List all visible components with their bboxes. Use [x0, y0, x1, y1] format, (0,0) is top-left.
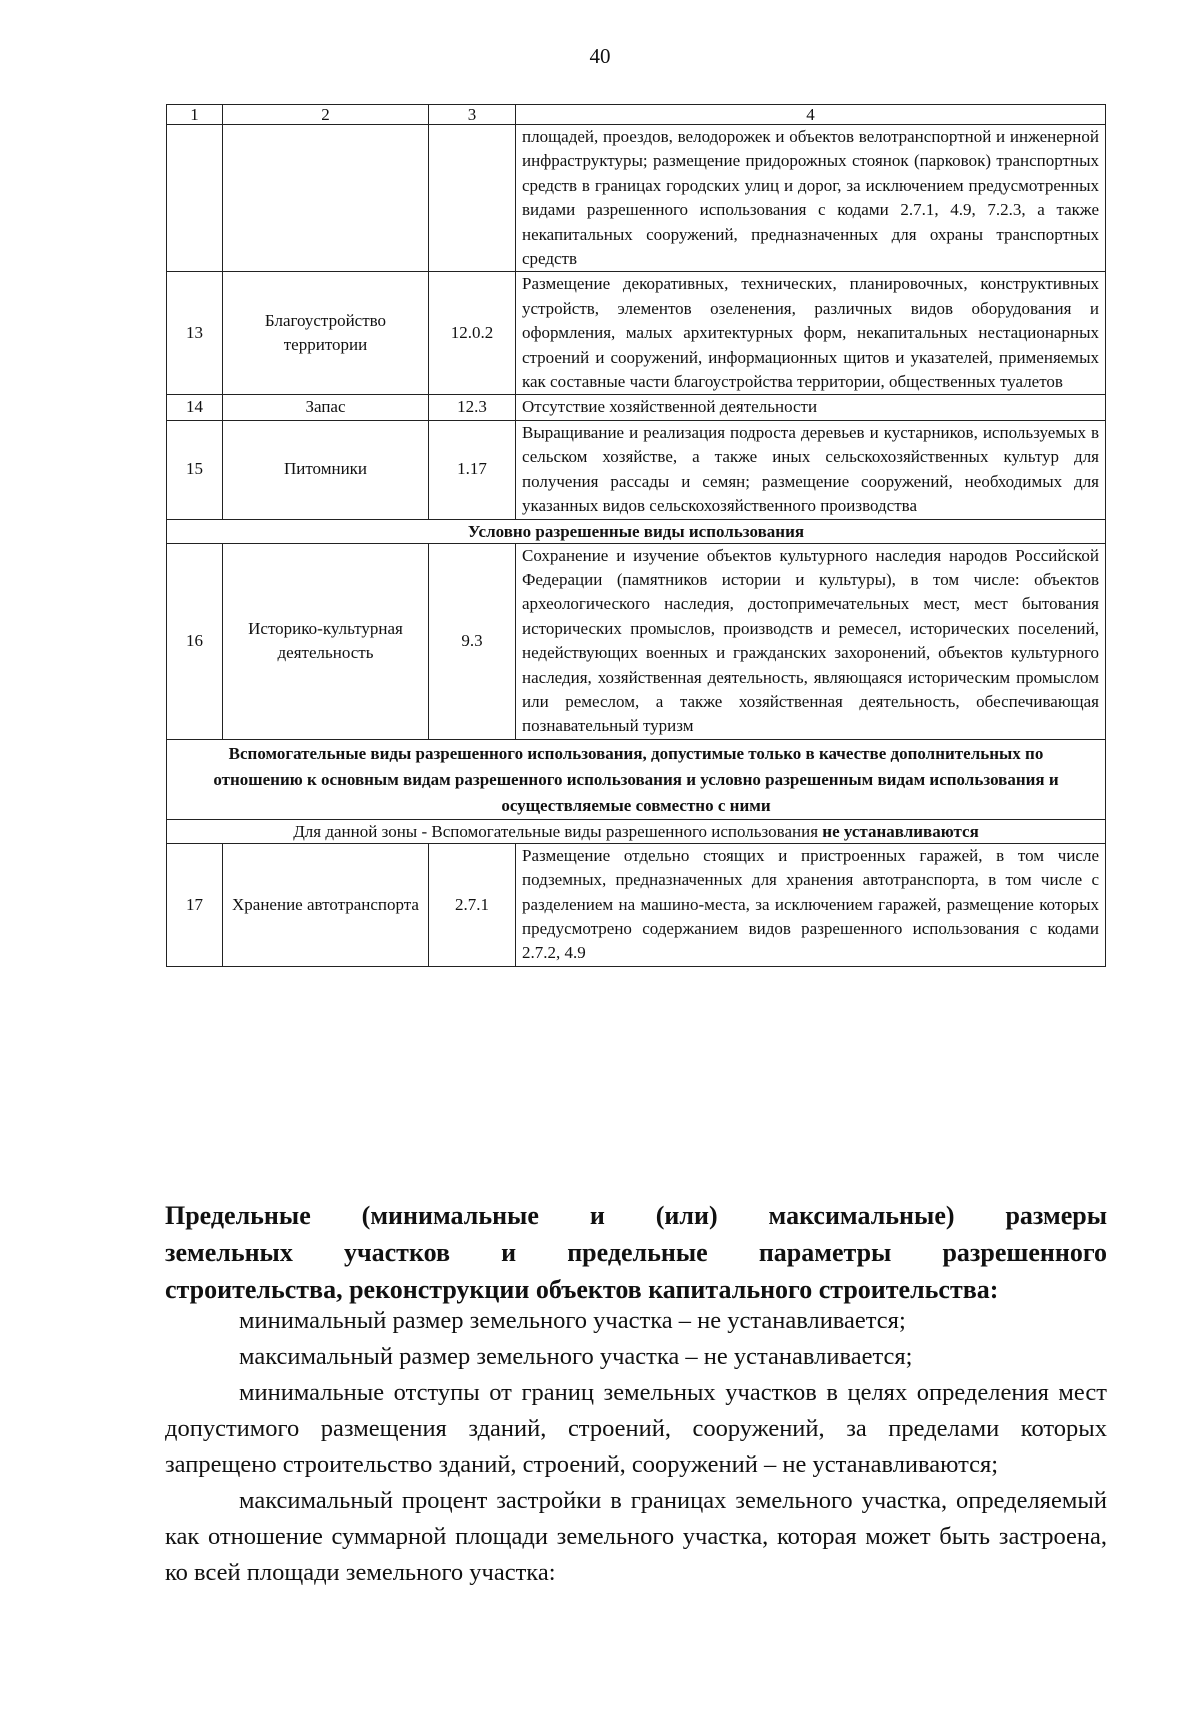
row-number: 16: [167, 543, 223, 739]
use-code: 9.3: [429, 543, 516, 739]
use-description: Сохранение и изучение объектов культурного наследия народов Российской Федерации (памятников истории и культуры), в том числе: объектов археологического наследия, достопримечательных мест, мест бытования исторических промыслов, производств и ремесел, исторических поселений, недействующих военных и гражданских захоронений, объектов культурного наследия, хозяйственная деятельность, являющаяся историческим промыслом или ремеслом, а также хозяйственная деятельность, обеспечивающая познавательный туризм: [516, 543, 1106, 739]
row-number: 17: [167, 843, 223, 966]
table-header-row: [167, 105, 1106, 125]
table-row: [167, 395, 1106, 420]
use-name: Благоустройство территории: [223, 272, 429, 395]
paragraph: минимальные отступы от границ земельных участков в целях определения мест допустимого размещения зданий, строений, сооружений, за пределами которых запрещено строительство зданий, строений, сооружений – не устанавливаются;: [165, 1379, 1107, 1478]
heading-line: Предельные (минимальные и (или) максимальные) размеры: [165, 1201, 1107, 1230]
use-code: 12.3: [429, 395, 516, 420]
section-title-conditional: Условно разрешенные виды использования: [167, 519, 1106, 543]
use-description: площадей, проездов, велодорожек и объектов велотранспортной и инженерной инфраструктуры; размещение придорожных стоянок (парковок) транспортных средств в границах городских улиц и дорог, за исключением предусмотренных видами разрешенного использования с кодами 2.7.1, 4.9, 7.2.3, а также некапитальных сооружений, предназначенных для охраны транспортных средств: [516, 125, 1106, 272]
section-row-conditional: [167, 519, 1106, 543]
zone-note-row: [167, 819, 1106, 843]
section-heading: [165, 1197, 1107, 1308]
use-code: 2.7.1: [429, 843, 516, 966]
land-use-table: [166, 104, 1106, 967]
use-description: Размещение отдельно стоящих и пристроенных гаражей, в том числе подземных, предназначенных для хранения автотранспорта, в том числе с разделением на машино-места, за исключением гаражей, размещение которых предусмотрено содержанием видов разрешенного использования с кодами 2.7.2, 4.9: [516, 843, 1106, 966]
zone-note: [167, 819, 1106, 843]
body-text: [165, 1303, 1107, 1591]
row-number: 14: [167, 395, 223, 420]
use-description: Размещение декоративных, технических, планировочных, конструктивных устройств, элементов озеленения, различных видов оборудования и оформления, малых архитектурных форм, некапитальных нестационарных строений и сооружений, информационных щитов и указателей, применяемых как составные части благоустройства территории, общественных туалетов: [516, 272, 1106, 395]
heading-line: строительства, реконструкции объектов капитального строительства:: [165, 1275, 999, 1304]
use-name: Историко-культурная деятельность: [223, 543, 429, 739]
row-number: 15: [167, 420, 223, 519]
use-description: Выращивание и реализация подроста деревьев и кустарников, используемых в сельском хозяйстве, а также иных сельскохозяйственных культур для получения рассады и семян; размещение сооружений, необходимых для указанных видов сельскохозяйственного производства: [516, 420, 1106, 519]
zone-note-bold: не устанавливаются: [822, 821, 979, 841]
table-row: [167, 125, 1106, 272]
table-row: [167, 272, 1106, 395]
use-name: Питомники: [223, 420, 429, 519]
heading-line: земельных участков и предельные параметры разрешенного: [165, 1238, 1107, 1267]
row-number: [167, 125, 223, 272]
use-code: 12.0.2: [429, 272, 516, 395]
use-name: [223, 125, 429, 272]
row-number: 13: [167, 272, 223, 395]
header-col-4: 4: [516, 105, 1106, 125]
header-col-3: 3: [429, 105, 516, 125]
use-name: Хранение автотранспорта: [223, 843, 429, 966]
header-col-2: 2: [223, 105, 429, 125]
table-row: [167, 543, 1106, 739]
use-code: [429, 125, 516, 272]
header-col-1: 1: [167, 105, 223, 125]
use-name: Запас: [223, 395, 429, 420]
table-row: [167, 420, 1106, 519]
zone-note-text: Для данной зоны - Вспомогательные виды разрешенного использования: [293, 821, 823, 841]
section-row-auxiliary: [167, 739, 1106, 819]
use-code: 1.17: [429, 420, 516, 519]
page-number: 40: [589, 44, 611, 68]
table-row: [167, 843, 1106, 966]
paragraph: максимальный размер земельного участка – не устанавливается;: [239, 1343, 913, 1370]
paragraph: максимальный процент застройки в границах земельного участка, определяемый как отношение суммарной площади земельного участка, которая может быть застроена, ко всей площади земельного участка:: [165, 1487, 1107, 1586]
use-description: Отсутствие хозяйственной деятельности: [516, 395, 1106, 420]
section-title-auxiliary: Вспомогательные виды разрешенного использования, допустимые только в качестве дополнительных по отношению к основным видам разрешенного использования и условно разрешенным видам использования и осуществляемые совместно с ними: [167, 739, 1106, 819]
paragraph: минимальный размер земельного участка – не устанавливается;: [239, 1307, 906, 1334]
